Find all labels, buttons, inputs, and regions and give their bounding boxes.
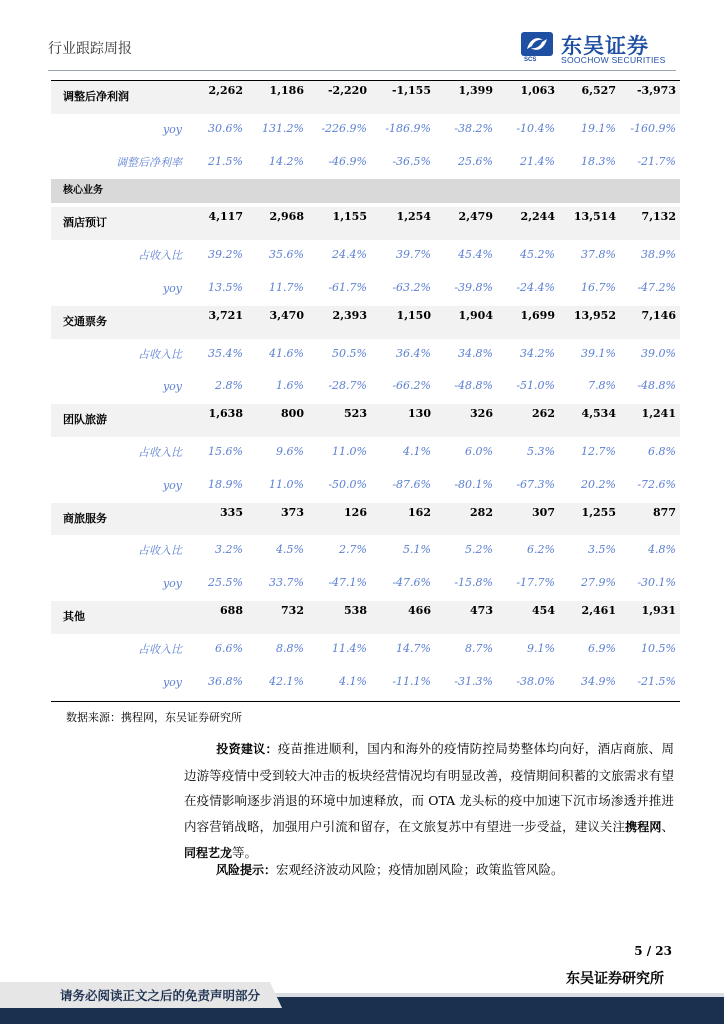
metric-row (51, 81, 680, 114)
table-cell: 39.0% (641, 346, 676, 360)
row-label: yoy (162, 380, 182, 394)
table-cell: 13,514 (573, 210, 616, 224)
table-cell: 466 (408, 604, 431, 617)
table-cell: -50.0% (328, 477, 367, 491)
table-cell: -63.2% (392, 281, 431, 294)
table-cell: 282 (470, 505, 493, 519)
advice-tail: 等。 (232, 845, 258, 860)
table-cell: 5.1% (403, 543, 431, 557)
table-cell: -3,973 (636, 84, 676, 97)
table-cell: -67.3% (516, 477, 555, 491)
table-cell: 800 (281, 407, 304, 421)
table-cell: -80.1% (454, 477, 493, 491)
table-cell: 6.6% (215, 641, 243, 655)
page-number: 5 / 23 (634, 944, 672, 958)
row-label: yoy (162, 675, 182, 689)
table-cell: 27.9% (581, 576, 616, 590)
table-cell: -47.1% (328, 576, 367, 590)
table-cell: 2.7% (339, 543, 367, 557)
row-label: 团队旅游 (63, 413, 107, 427)
table-cell: 41.6% (269, 346, 304, 360)
table-cell: -10.4% (516, 121, 555, 135)
row-label: yoy (162, 577, 182, 591)
table-cell: 10.5% (641, 641, 676, 655)
table-cell: 50.5% (332, 346, 367, 360)
table-cell: 25.6% (458, 154, 493, 168)
metric-row (51, 404, 680, 437)
table-cell: 1,254 (396, 210, 431, 224)
table-cell: -66.2% (392, 379, 431, 393)
table-cell: 3.2% (215, 543, 243, 557)
table-cell: -11.1% (392, 674, 431, 688)
table-cell: 8.8% (276, 641, 304, 655)
table-cell: 9.1% (527, 641, 555, 655)
table-cell: 162 (408, 505, 431, 519)
table-cell: 335 (220, 505, 243, 519)
table-cell: 21.5% (208, 154, 243, 168)
row-label: 交通票务 (63, 314, 107, 328)
table-cell: 37.8% (581, 248, 616, 262)
table-cell: 16.7% (581, 281, 616, 294)
ratio-row (51, 114, 680, 147)
table-cell: 6.0% (465, 445, 493, 458)
table-cell: 2,479 (458, 210, 493, 224)
table-cell: 2,262 (208, 84, 243, 97)
table-cell: 523 (344, 407, 367, 421)
table-cell: -21.5% (637, 674, 676, 688)
table-cell: 12.7% (581, 445, 616, 458)
table-cell: 34.8% (458, 346, 493, 360)
table-cell: 6.8% (648, 445, 676, 458)
table-cell: 373 (281, 505, 304, 519)
table-cell: 4.1% (339, 674, 367, 688)
row-label: 其他 (63, 610, 85, 623)
row-label: yoy (162, 478, 182, 492)
company-logo (521, 30, 681, 66)
table-cell: 1,638 (208, 407, 243, 421)
table-cell: 307 (532, 505, 555, 519)
table-cell: -24.4% (516, 281, 555, 294)
table-cell: 3,721 (208, 308, 243, 322)
table-cell: 262 (532, 407, 555, 421)
table-cell: 19.1% (581, 121, 616, 135)
data-source-note: 数据来源：携程网，东吴证券研究所 (66, 711, 242, 724)
table-cell: 36.4% (396, 346, 431, 360)
ratio-row (51, 273, 680, 306)
table-cell: 11.7% (269, 281, 304, 294)
table-cell: 13.5% (208, 281, 243, 294)
table-cell: -72.6% (637, 477, 676, 491)
ratio-row (51, 634, 680, 667)
table-cell: 1,155 (332, 210, 367, 224)
table-cell: 3.5% (588, 543, 616, 557)
ratio-row (51, 470, 680, 503)
logo-abbreviation: SCS (524, 57, 537, 63)
table-cell: 34.9% (581, 674, 616, 688)
ratio-row (51, 667, 680, 700)
table-cell: -46.9% (328, 154, 367, 168)
table-cell: 33.7% (269, 576, 304, 590)
row-label: 调整后净利率 (116, 155, 182, 169)
row-label: yoy (162, 282, 182, 295)
table-cell: -38.2% (454, 121, 493, 135)
table-cell: 39.7% (396, 248, 431, 262)
table-cell: -48.8% (637, 379, 676, 393)
table-cell: -31.3% (454, 674, 493, 688)
row-label: 占收入比 (138, 347, 182, 361)
metric-row (51, 601, 680, 634)
table-cell: 11.4% (332, 641, 367, 655)
risk-text: 宏观经济波动风险；疫情加剧风险；政策监管风险。 (276, 862, 564, 877)
ratio-row (51, 568, 680, 601)
logo-chinese-name: 东吴证券 (561, 34, 649, 58)
table-cell: 7,146 (641, 308, 676, 322)
table-cell: 126 (344, 505, 367, 519)
table-cell: 454 (532, 604, 555, 617)
table-cell: 1.6% (276, 379, 304, 393)
table-cell: -47.2% (637, 281, 676, 294)
table-cell: 2,244 (520, 210, 555, 224)
table-cell: 6.9% (588, 641, 616, 655)
metric-row (51, 503, 680, 536)
table-cell: -38.0% (516, 674, 555, 688)
table-cell: 11.0% (269, 477, 304, 491)
report-type-title: 行业跟踪周报 (48, 41, 132, 57)
table-cell: 1,255 (581, 505, 616, 519)
logo-english-name: SOOCHOW SECURITIES (561, 55, 666, 65)
table-cell: -1,155 (391, 84, 431, 97)
advice-stock-ctrip: 携程网 (625, 819, 662, 834)
table-cell: -30.1% (637, 576, 676, 590)
advice-stock-tongcheng: 同程艺龙 (184, 846, 233, 860)
table-cell: 11.0% (332, 445, 367, 458)
table-cell: 7,132 (641, 210, 676, 224)
table-cell: -39.8% (454, 281, 493, 294)
table-cell: 38.9% (641, 248, 676, 262)
table-bottom-rule (51, 701, 680, 702)
table-cell: 2,461 (581, 604, 616, 617)
table-cell: 45.4% (458, 248, 493, 262)
table-cell: 34.2% (520, 346, 555, 360)
table-cell: 14.7% (396, 641, 431, 655)
table-cell: 3,470 (269, 308, 304, 322)
table-cell: 2,968 (269, 210, 304, 224)
section-header-row (51, 179, 680, 203)
table-cell: -21.7% (637, 154, 676, 168)
table-cell: 8.7% (465, 641, 493, 655)
table-cell: 2.8% (215, 379, 243, 393)
advice-text: 疫苗推进顺利，国内和海外的疫情防控局势整体均向好，酒店商旅、周边游等疫情中受到较大冲击的板块经营情况均有明显改善，疫情期间积蓄的文旅需求有望在疫情影响逐步消退的环境中加速释放，而 OTA 龙头标的疫中加速下沉市场渗透并推进内容营销战略，加强用户引流和留存，在文旅复苏中有望进一步受益，建议关注 (184, 741, 674, 834)
ratio-row (51, 535, 680, 568)
table-cell: 877 (653, 505, 676, 519)
table-cell: 688 (220, 604, 243, 617)
risk-warning (216, 860, 564, 878)
table-cell: -2,220 (327, 84, 367, 97)
row-label: 占收入比 (138, 544, 182, 558)
table-cell: 5.3% (527, 445, 555, 458)
ratio-row (51, 339, 680, 372)
table-cell: 1,904 (458, 308, 493, 322)
table-cell: -36.5% (392, 154, 431, 168)
table-cell: 4.5% (276, 543, 304, 557)
table-cell: -47.6% (392, 576, 431, 590)
investment-advice (184, 736, 674, 867)
table-cell: 20.2% (581, 477, 616, 491)
ratio-row (51, 437, 680, 470)
ratio-row (51, 147, 680, 180)
table-cell: 1,063 (520, 84, 555, 97)
table-cell: 18.3% (581, 154, 616, 168)
table-cell: 14.2% (269, 154, 304, 168)
table-cell: 24.4% (332, 248, 367, 262)
row-label: 商旅服务 (63, 511, 107, 525)
table-cell: 1,241 (641, 407, 676, 421)
table-cell: 5.2% (465, 543, 493, 557)
table-cell: -226.9% (321, 121, 367, 135)
table-cell: 2,393 (332, 308, 367, 322)
table-cell: -17.7% (516, 576, 555, 590)
row-label: 占收入比 (138, 249, 182, 263)
ratio-row (51, 240, 680, 273)
table-cell: 1,150 (396, 308, 431, 322)
advice-separator: 、 (661, 818, 674, 834)
table-cell: -48.8% (454, 379, 493, 393)
table-cell: 18.9% (208, 477, 243, 491)
row-label: yoy (162, 122, 182, 136)
table-cell: -61.7% (328, 281, 367, 294)
disclaimer-notice: 请务必阅读正文之后的免责声明部分 (60, 988, 261, 1003)
table-cell: 4.8% (648, 543, 676, 557)
table-cell: 130 (408, 407, 431, 421)
row-label: 调整后净利润 (63, 90, 129, 103)
table-cell: 1,186 (269, 84, 304, 97)
financial-table (51, 80, 680, 703)
table-cell: 1,931 (641, 604, 676, 617)
ratio-row (51, 371, 680, 404)
table-cell: 732 (281, 604, 304, 617)
table-cell: 326 (470, 407, 493, 421)
table-cell: 6.2% (527, 543, 555, 557)
metric-row (51, 306, 680, 339)
table-cell: 30.6% (208, 121, 243, 135)
table-cell: -28.7% (328, 379, 367, 393)
table-cell: 4,534 (581, 407, 616, 421)
table-cell: 21.4% (520, 154, 555, 168)
table-cell: 39.2% (208, 248, 243, 262)
table-cell: 25.5% (208, 576, 243, 590)
table-cell: 538 (344, 604, 367, 617)
table-cell: 35.4% (208, 346, 243, 360)
table-cell: 473 (470, 604, 493, 617)
table-cell: 36.8% (208, 674, 243, 688)
table-cell: 4,117 (208, 210, 243, 224)
table-cell: 1,399 (458, 84, 493, 97)
risk-label: 风险提示： (216, 863, 277, 877)
table-cell: -160.9% (630, 121, 676, 135)
table-cell: 35.6% (269, 248, 304, 262)
table-cell: 131.2% (262, 121, 304, 135)
header-divider (48, 70, 676, 71)
table-cell: 39.1% (581, 346, 616, 360)
footer-organization: 东吴证券研究所 (566, 971, 664, 987)
table-cell: 42.1% (269, 674, 304, 688)
advice-label: 投资建议： (216, 742, 278, 756)
table-cell: -15.8% (454, 576, 493, 590)
metric-row (51, 207, 680, 240)
table-cell: 4.1% (403, 445, 431, 458)
table-cell: 7.8% (588, 379, 616, 393)
row-label: 核心业务 (63, 185, 103, 197)
table-cell: 6,527 (581, 84, 616, 97)
row-label: 占收入比 (138, 642, 182, 656)
row-label: 酒店预订 (63, 216, 107, 230)
table-cell: -51.0% (516, 379, 555, 393)
table-cell: -186.9% (385, 121, 431, 135)
table-cell: 13,952 (573, 308, 616, 322)
table-cell: 15.6% (208, 445, 243, 458)
table-cell: 1,699 (520, 308, 555, 322)
table-cell: -87.6% (392, 477, 431, 491)
table-cell: 9.6% (276, 445, 304, 458)
table-cell: 45.2% (520, 248, 555, 262)
row-label: 占收入比 (138, 446, 182, 459)
